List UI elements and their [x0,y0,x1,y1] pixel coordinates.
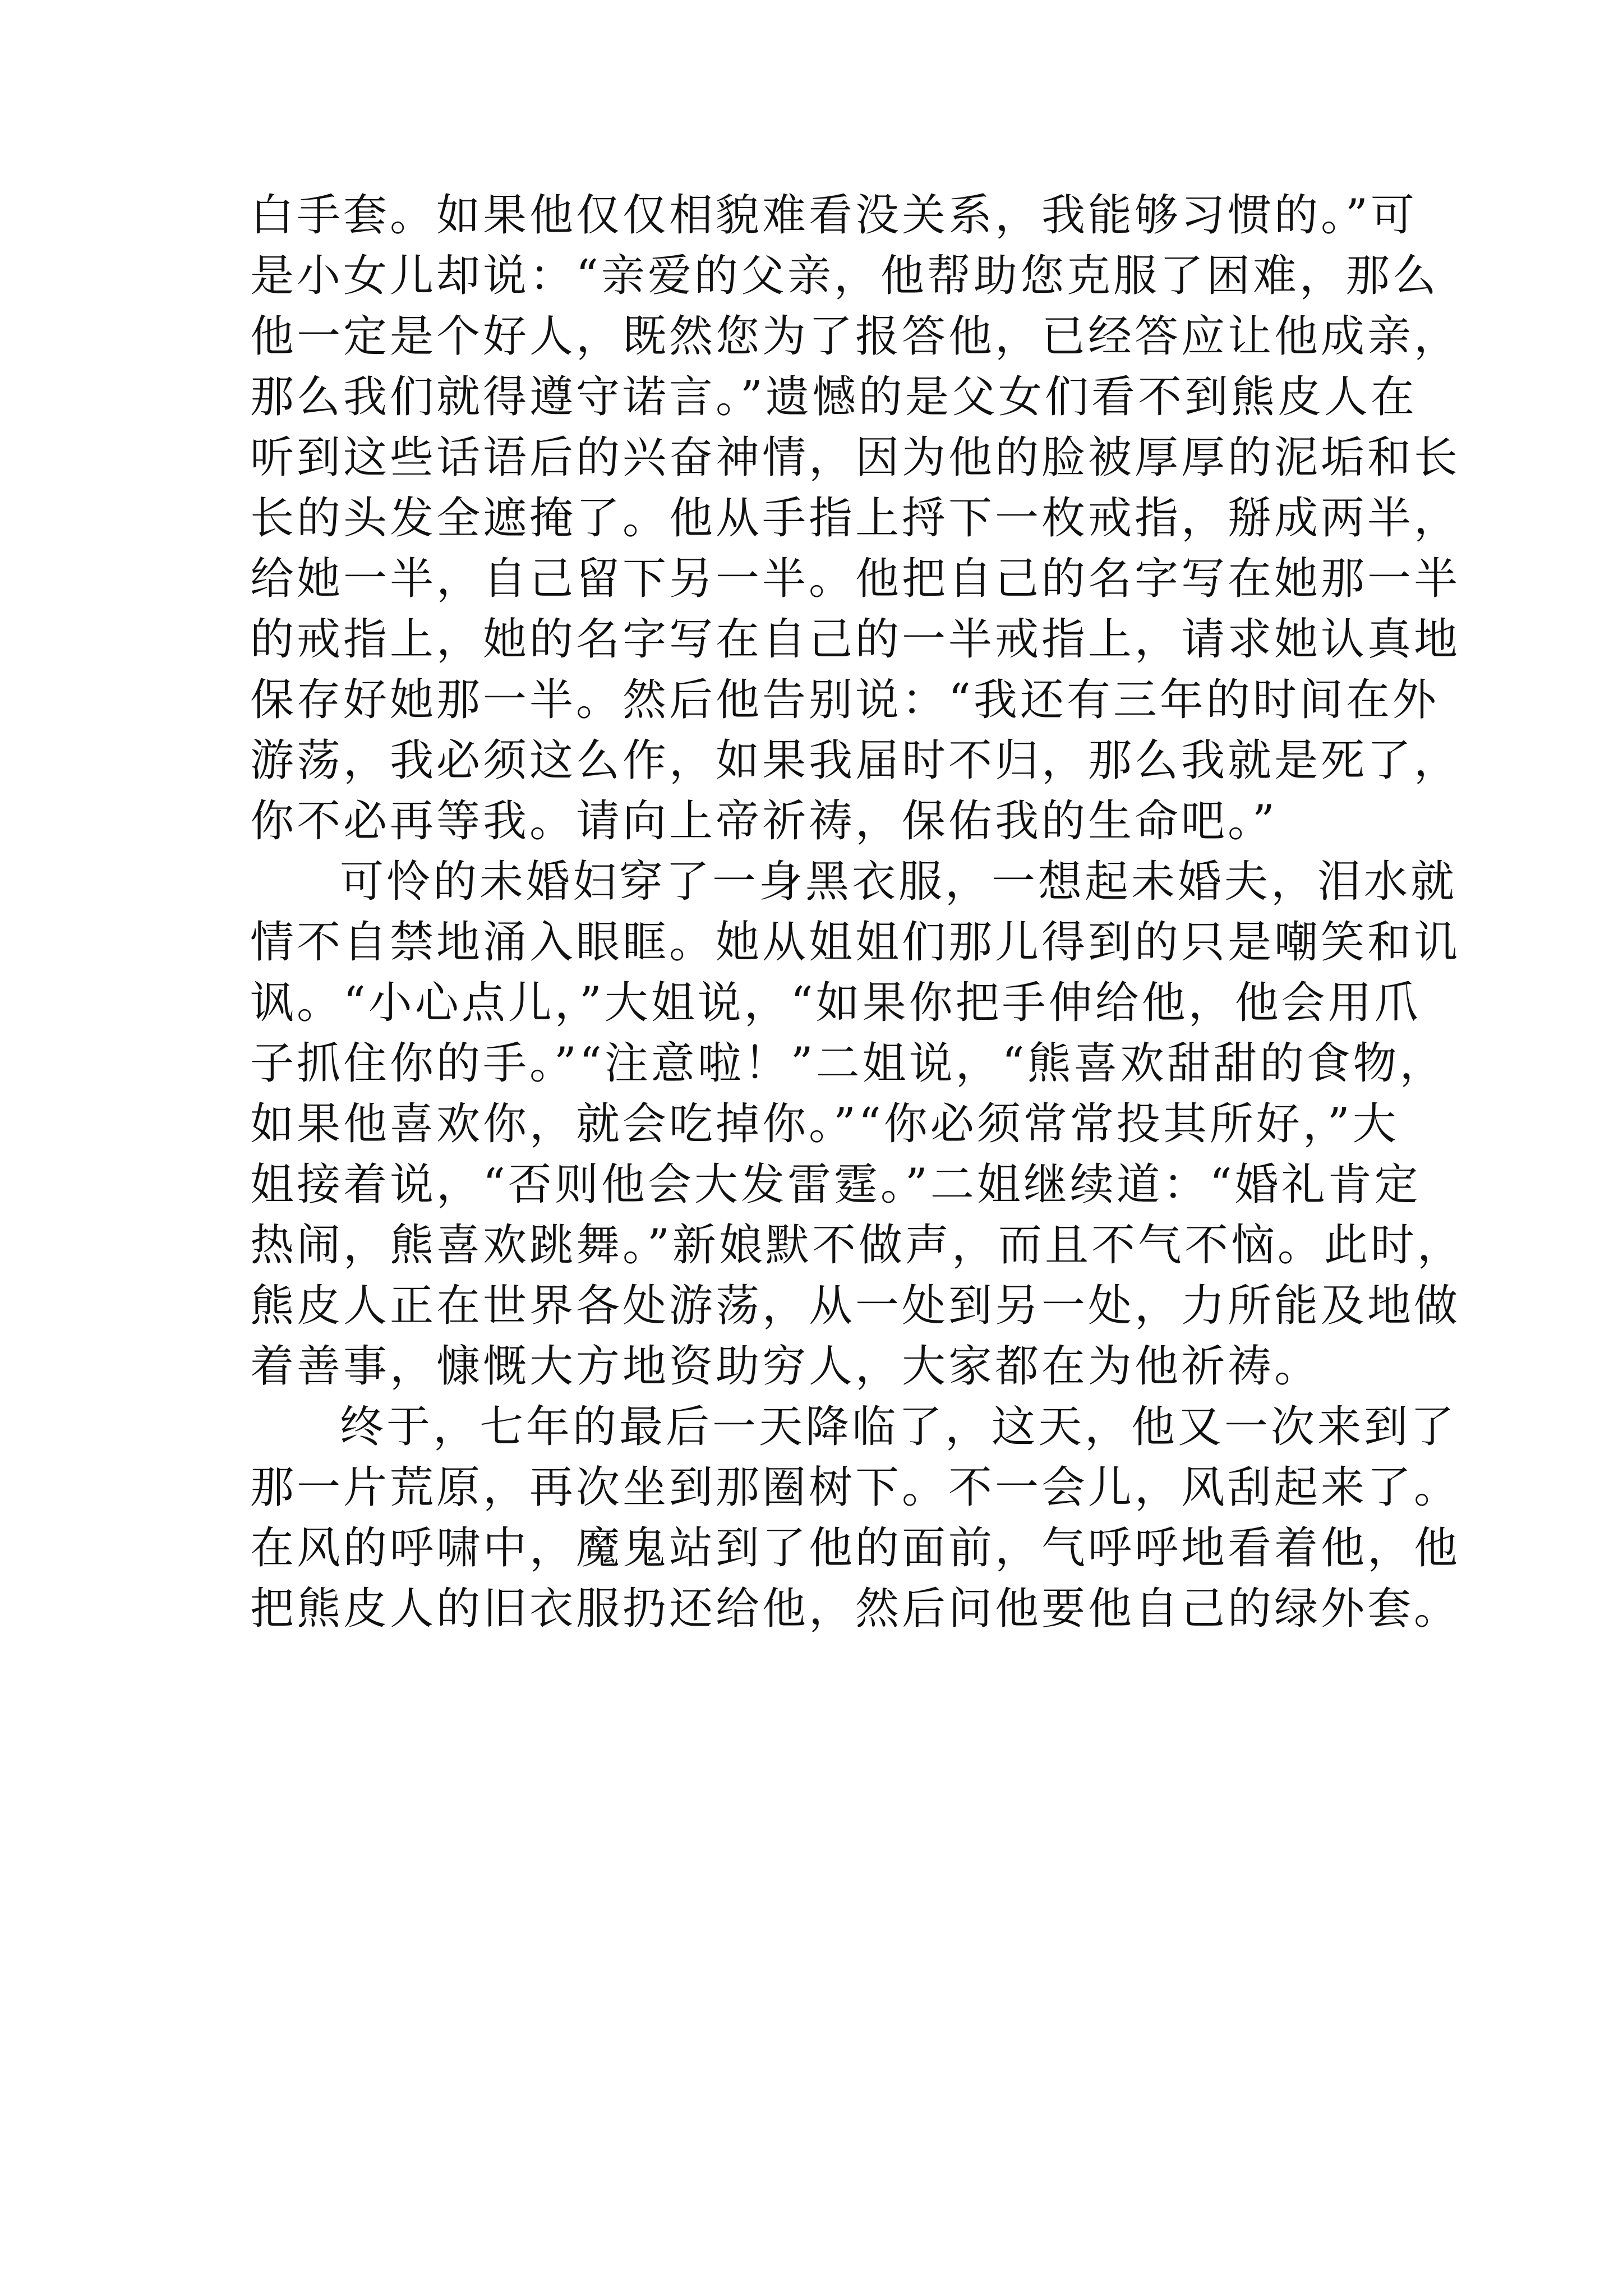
paragraph-first-line: 可怜的未婚妇穿了一身黑衣服，一想起未婚夫，泪水就 [340,857,1458,907]
text-line: 热闹，熊喜欢跳舞。”新娘默不做声，而且不气不恼。此时， [250,1220,1464,1271]
text-line: 把熊皮人的旧衣服扔还给他，然后问他要他自己的绿外套。 [250,1584,1461,1634]
text-line: 姐接着说，“否则他会大发雷霆。”二姐继续道：“婚礼肯定 [250,1159,1421,1210]
text-line: 长的头发全遮掩了。他从手指上捋下一枚戒指，掰成两半， [250,493,1461,544]
text-line: 讽。“小心点儿，”大姐说，“如果你把手伸给他，他会用爪 [250,978,1421,1028]
text-line: 熊皮人正在世界各处游荡，从一处到另一处，力所能及地做 [250,1281,1461,1331]
text-line: 着善事，慷慨大方地资助穷人，大家都在为他祈祷。 [250,1341,1321,1392]
text-line: 他一定是个好人，既然您为了报答他，已经答应让他成亲， [250,311,1461,362]
text-line: 给她一半，自己留下另一半。他把自己的名字写在她那一半 [250,554,1461,604]
text-line: 是小女儿却说：“亲爱的父亲，他帮助您克服了困难，那么 [250,251,1439,301]
text-line: 在风的呼啸中，魔鬼站到了他的面前，气呼呼地看着他，他 [250,1523,1461,1573]
text-line: 那一片荒原，再次坐到那圈树下。不一会儿，风刮起来了。 [250,1462,1461,1513]
text-line: 如果他喜欢你，就会吃掉你。”“你必须常常投其所好，”大 [250,1099,1399,1149]
text-line: 那么我们就得遵守诺言。”遗憾的是父女们看不到熊皮人在 [250,372,1417,422]
text-line: 的戒指上，她的名字写在自己的一半戒指上，请求她认真地 [250,614,1461,665]
story-text [250,185,1464,1639]
text-line: 游荡，我必须这么作，如果我届时不归，那么我就是死了， [250,735,1461,786]
text-line: 你不必再等我。请向上帝祈祷，保佑我的生命吧。” [250,796,1278,846]
text-line: 子抓住你的手。”“注意啦！”二姐说，“熊喜欢甜甜的食物， [250,1038,1446,1089]
text-line: 保存好她那一半。然后他告别说：“我还有三年的时间在外 [250,675,1439,725]
text-line: 白手套。如果他仅仅相貌难看没关系，我能够习惯的。”可 [250,190,1417,241]
text-line: 情不自禁地涌入眼眶。她从姐姐们那儿得到的只是嘲笑和讥 [250,917,1461,968]
text-line: 听到这些话语后的兴奋神情，因为他的脸被厚厚的泥垢和长 [250,432,1461,483]
paragraph-first-line: 终于，七年的最后一天降临了，这天，他又一次来到了 [340,1402,1458,1452]
